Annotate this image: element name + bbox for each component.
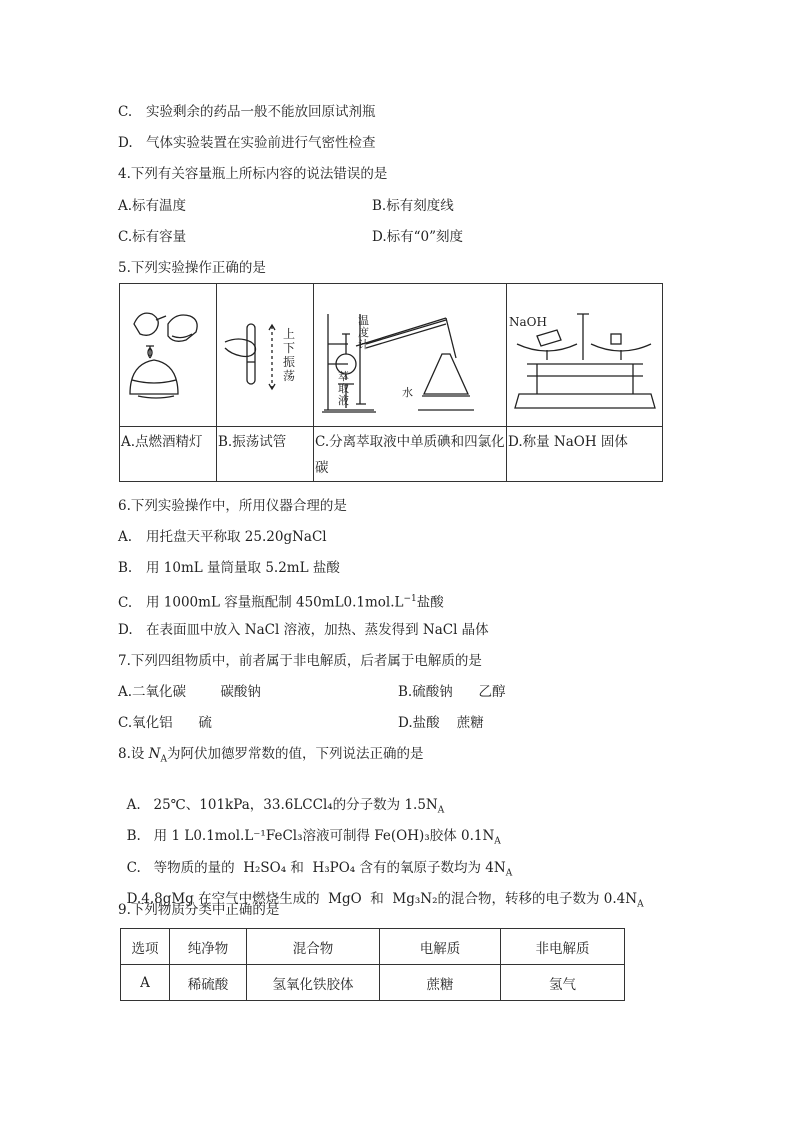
q6-option-c: C. 用 1000mL 容量瓶配制 $450mL0.1mol.L^{-1}$盐酸: [118, 594, 444, 611]
svg-text:度: 度: [358, 326, 369, 339]
q5-stem: 5.下列实验操作正确的是: [118, 260, 266, 276]
q6-option-d: D. 在表面皿中放入 NaCl 溶液，加热、蒸发得到 NaCl 晶体: [118, 622, 489, 638]
svg-text:温: 温: [358, 314, 369, 327]
svg-text:水: 水: [402, 386, 413, 399]
alcohol-lamp-figure: [120, 284, 216, 422]
figure-cell-d: [507, 284, 663, 427]
q8-option-c: C. 等物质的量的 H₂SO₄ 和 H₃PO₄ 含有的氧原子数均为 $4N_A$: [126, 860, 513, 879]
figure-cell-b: [217, 284, 314, 427]
q7-option-a: A.二氧化碳 碳酸钠: [118, 684, 261, 700]
header-cell: 非电解质: [501, 929, 625, 965]
svg-text:液: 液: [338, 394, 349, 407]
svg-text:萃: 萃: [338, 370, 349, 383]
q5-apparatus-table: [119, 283, 663, 482]
caption-b: B.振荡试管: [217, 427, 314, 482]
q6-option-a: A. 用托盘天平称取 25.20gNaCl: [118, 529, 327, 545]
figure-cell-c: [314, 284, 507, 427]
q9-classification-table: [120, 928, 625, 1001]
distillation-figure: [314, 284, 506, 422]
balance-figure: [507, 284, 662, 422]
figure-cell-a: [120, 284, 217, 427]
svg-text:取: 取: [338, 382, 349, 395]
q8-option-a: A. 25℃、101kPa，33.6LCCl₄的分子数为 $1.5N_A$: [126, 797, 445, 816]
header-cell: 电解质: [380, 929, 501, 965]
table-cell: 氢气: [501, 965, 625, 1001]
table-row: [121, 965, 625, 1001]
q4-option-a: A.标有温度: [118, 198, 187, 214]
naoh-label: NaOH: [509, 315, 547, 329]
table-cell: 氢氧化铁胶体: [247, 965, 380, 1001]
header-cell: 纯净物: [170, 929, 247, 965]
table-header-row: [121, 929, 625, 965]
caption-c: C.分离萃取液中单质碘和四氯化碳: [314, 427, 507, 482]
q4-option-c: C.标有容量: [118, 229, 187, 245]
q6-option-b: B. 用 10mL 量筒量取 5.2mL 盐酸: [118, 560, 340, 576]
table-cell: A: [121, 965, 170, 1001]
q7-option-c: C.氧化铝 硫: [118, 715, 212, 731]
q6-stem: 6.下列实验操作中，所用仪器合理的是: [118, 498, 347, 514]
svg-text:振: 振: [283, 355, 296, 369]
header-cell: 选项: [121, 929, 170, 965]
caption-a: A.点燃酒精灯: [120, 427, 217, 482]
svg-text:计: 计: [358, 338, 369, 351]
table-cell: 稀硫酸: [170, 965, 247, 1001]
header-cell: 混合物: [247, 929, 380, 965]
q3-option-c: C. 实验剩余的药品一般不能放回原试剂瓶: [118, 104, 376, 120]
q4-stem: 4.下列有关容量瓶上所标内容的说法错误的是: [118, 166, 388, 182]
table-cell: 蔗糖: [380, 965, 501, 1001]
shake-label: 上: [283, 327, 296, 341]
q8-option-d: D.4.8gMg 在空气中燃烧生成的 MgO 和 Mg₃N₂的混合物，转移的电子数为 $0.4N_A$: [126, 891, 644, 910]
q9-stem: 9.下列物质分类中正确的是: [118, 902, 280, 918]
svg-text:下: 下: [283, 341, 296, 355]
shake-tube-figure: [217, 284, 313, 422]
q3-option-d: D. 气体实验装置在实验前进行气密性检查: [118, 135, 376, 151]
q8-option-b: B. 用 1 L0.1mol.L⁻¹FeCl₃溶液可制得 Fe(OH)₃胶体 $0.1N_A$: [126, 828, 501, 847]
svg-text:荡: 荡: [283, 369, 296, 383]
q7-stem: 7.下列四组物质中，前者属于非电解质，后者属于电解质的是: [118, 653, 482, 669]
q7-option-b: B.硫酸钠 乙醇: [398, 684, 506, 700]
q4-option-b: B.标有刻度线: [372, 198, 454, 214]
q4-option-d: D.标有“0”刻度: [372, 229, 464, 245]
caption-d: D.称量 NaOH 固体: [507, 427, 663, 482]
q8-stem: 8.设 $N_A$为阿伏加德罗常数的值，下列说法正确的是: [118, 746, 424, 765]
q7-option-d: D.盐酸 蔗糖: [398, 715, 484, 731]
